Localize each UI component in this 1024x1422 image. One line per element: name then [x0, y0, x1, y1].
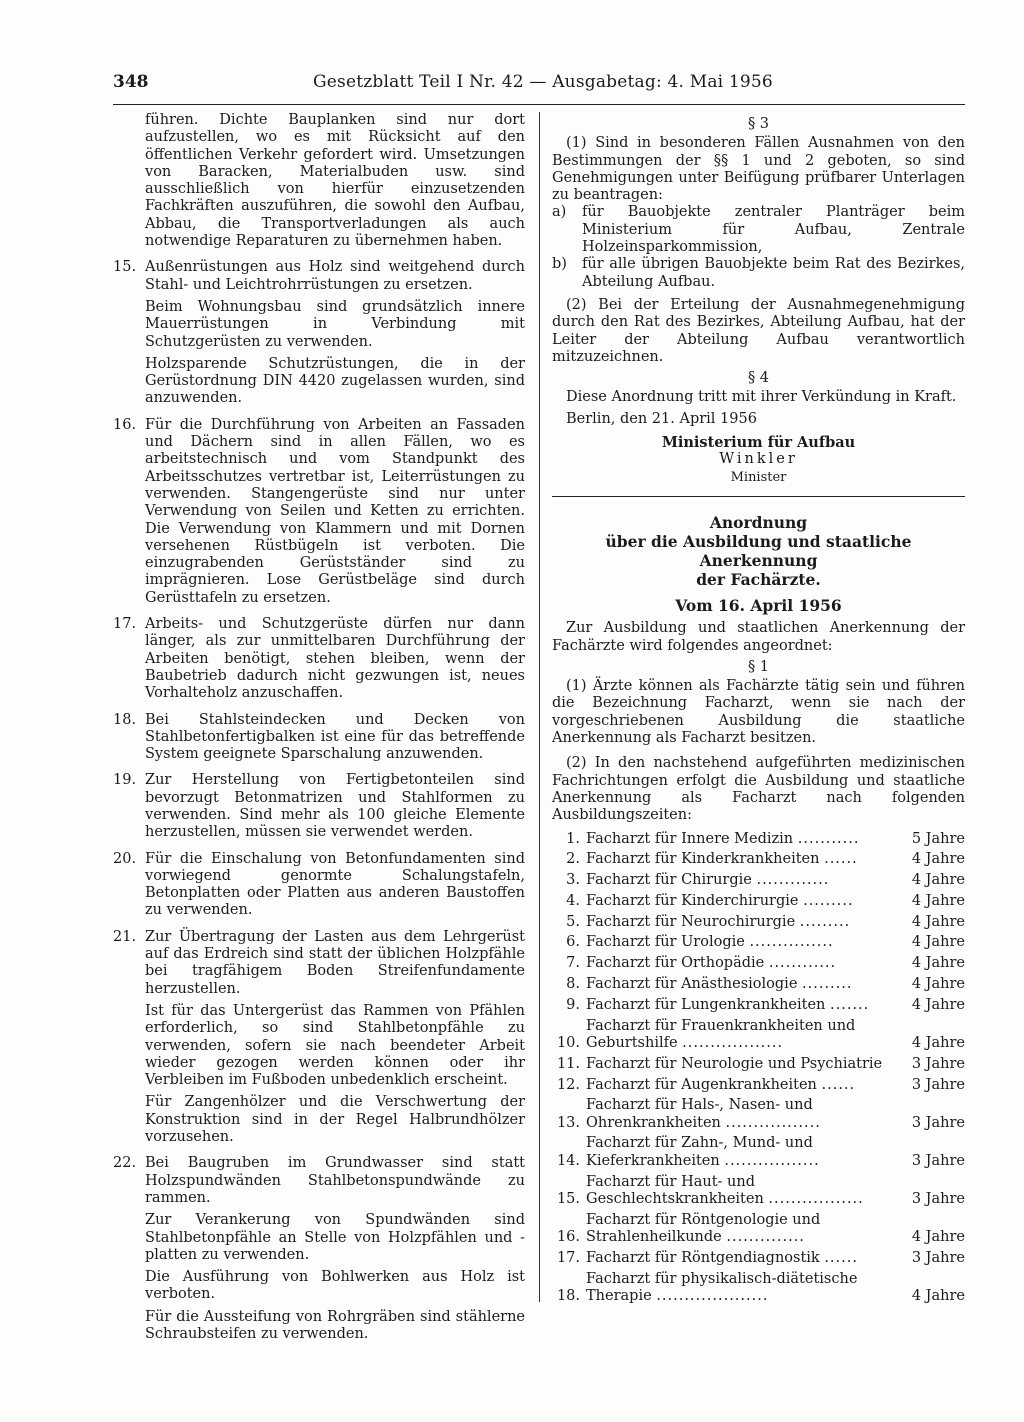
specialty-name: Facharzt für Kinderchirurgie — [586, 892, 799, 909]
specialty-row — [552, 1174, 965, 1209]
training-duration: 4 Jahre — [911, 872, 965, 889]
section-1-heading: § 1 — [747, 658, 770, 675]
specialty-name: Facharzt für Zahn-, Mund- und Kieferkrankheiten — [586, 1135, 813, 1169]
section-3-item-b — [552, 256, 965, 291]
running-title: Gesetzblatt Teil I Nr. 42 — Ausgabetag: 4. Mai 1956 — [313, 72, 773, 92]
training-duration: 4 Jahre — [911, 913, 965, 930]
section-4-text: Diese Anordnung tritt mit ihrer Verkündung in Kraft. — [566, 389, 957, 406]
specialty-name: Facharzt für Innere Medizin — [586, 830, 794, 847]
section-3-heading: § 3 — [747, 116, 770, 132]
training-duration: 4 Jahre — [911, 851, 965, 868]
ministry-name: Ministerium für Aufbau — [661, 434, 856, 452]
section-4-heading: § 4 — [747, 370, 770, 387]
specialty-name: Facharzt für Lungenkrankheiten — [586, 996, 826, 1013]
numbered-item — [113, 851, 525, 920]
leader-dots: ........... — [797, 830, 860, 847]
leader-dots: ............... — [749, 934, 834, 951]
specialty-name: Facharzt für Hals-, Nasen- und Ohrenkrankheiten — [586, 1097, 813, 1131]
section-3-item-a — [552, 204, 965, 256]
specialty-row — [552, 997, 965, 1014]
decree-title-line-3: der Fachärzte. — [696, 569, 821, 589]
leader-dots: ...... — [824, 1249, 858, 1266]
specialty-number: 16. — [556, 1228, 580, 1245]
item-paragraph: Ist für das Untergerüst das Rammen von Pfählen erforderlich, so sind Stahlbetonpfähle zu verwenden, sofern sie nach beendeter Arbeit wieder gezogen werden können oder ihr Verbleiben im Fußboden unbedenklich erscheint. — [145, 1002, 525, 1089]
item-text: für alle übrigen Bauobjekte beim Rat des Bezirkes, Abteilung Aufbau. — [582, 256, 965, 290]
decree-title-line-1: Anordnung — [709, 512, 808, 532]
specialty-number: 10. — [556, 1034, 580, 1051]
leader-dots: .................. — [682, 1034, 784, 1051]
leader-dots: ......... — [803, 892, 854, 909]
leader-dots: ............ — [768, 955, 837, 972]
leader-dots: ......... — [799, 913, 851, 930]
training-duration: 3 Jahre — [911, 1076, 965, 1093]
leader-dots: ................. — [768, 1190, 864, 1207]
item-paragraph: Bei Stahlsteindecken und Decken von Stahlbetonfertigbalken ist eine für das betreffende System geeignete Sparschalung anzuwenden. — [145, 711, 525, 763]
item-paragraph: Für Zangenhölzer und die Verschwertung der Konstruktion sind in der Regel Halbrundhölzer vorzusehen. — [145, 1094, 525, 1146]
specialty-number: 5. — [566, 913, 580, 930]
item-number: 17. — [113, 616, 137, 633]
item-paragraph: Zur Herstellung von Fertigbetonteilen sind bevorzugt Betonmatrizen und Stahlformen zu verwenden. Sind mehr als 100 gleiche Elemente herzustellen, müssen sie verwendet werden. — [145, 772, 525, 841]
item-number: 20. — [113, 850, 137, 867]
specialty-name: Facharzt für Neurologie und Psychiatrie — [586, 1055, 883, 1072]
specialty-number: 2. — [566, 851, 580, 868]
training-duration: 4 Jahre — [911, 996, 965, 1013]
leader-dots: ............. — [756, 872, 830, 889]
item-paragraph: Beim Wohnungsbau sind grundsätzlich innere Mauerrüstungen in Verbindung mit Schutzgerüsten zu verwenden. — [145, 298, 525, 350]
leader-dots: ...... — [824, 851, 858, 868]
specialty-number: 4. — [566, 892, 580, 909]
item-paragraph: Zur Übertragung der Lasten aus dem Lehrgerüst auf das Erdreich sind statt der üblichen Holzpfähle bei tragfähigem Boden Streifenfundamente herzustellen. — [145, 928, 525, 997]
item-paragraph: Arbeits- und Schutzgerüste dürfen nur dann länger, als zur unmittelbaren Durchführung der Arbeiten benötigt, stehen bleiben, wenn der Baubetrieb dadurch nicht gezwungen ist, neues Vorhalteholz anzuschaffen. — [145, 616, 525, 702]
specialty-row — [552, 893, 965, 910]
specialty-name: Facharzt für physikalisch-diätetische Therapie — [586, 1270, 858, 1304]
specialty-row — [552, 1018, 965, 1053]
section-1-para-1: (1) Ärzte können als Fachärzte tätig sein und führen die Bezeichnung Facharzt, wenn sie nach der vorgeschriebenen Ausbildung die staatliche Anerkennung als Facharzt besitzen. — [552, 678, 965, 747]
page-header — [113, 72, 963, 100]
specialty-name: Facharzt für Chirurgie — [586, 872, 752, 889]
decree-title-line-2: über die Ausbildung und staatliche Anerkennung — [605, 531, 912, 570]
training-duration: 3 Jahre — [911, 1249, 965, 1266]
training-duration: 4 Jahre — [911, 976, 965, 993]
specialty-row — [552, 1056, 965, 1073]
decree-date: Vom 16. April 1956 — [675, 595, 842, 615]
page-number: 348 — [113, 72, 149, 92]
numbered-item — [113, 616, 525, 702]
item-paragraph: Für die Einschalung von Betonfundamenten sind vorwiegend genormte Schalungstafeln, Betonplatten oder Platten aus anderen Baustoffen zu verwenden. — [145, 850, 525, 919]
specialty-number: 15. — [556, 1190, 580, 1207]
decree-intro: Zur Ausbildung und staatlichen Anerkennung der Fachärzte wird folgendes angeordnet: — [552, 620, 965, 654]
specialty-name: Facharzt für Neurochirurgie — [586, 913, 796, 930]
leader-dots: .................... — [656, 1287, 769, 1304]
specialty-row — [552, 1077, 965, 1094]
specialty-row — [552, 976, 965, 993]
specialty-row — [552, 831, 965, 848]
specialty-number: 13. — [556, 1114, 580, 1131]
training-duration: 4 Jahre — [911, 1228, 965, 1245]
numbered-item — [113, 929, 525, 1147]
leader-dots: .............. — [726, 1228, 805, 1245]
specialty-row — [552, 851, 965, 868]
item-paragraph: Zur Verankerung von Spundwänden sind Stahlbetonpfähle an Stelle von Holzpfählen und -platten zu verwenden. — [145, 1212, 525, 1263]
specialty-row — [552, 1212, 965, 1247]
intro-text: führen. Dichte Bauplanken sind nur dort aufzustellen, wo es mit Rücksicht auf den öffentlichen Verkehr gefordert wird. Umsetzungen von Baracken, Materialbuden usw. sind ausschließlich von hierfür einzusetzenden Fachkräften auszuführen, die sowohl den Aufbau, Abbau, die Transportverladungen als auch notwendige Reparaturen zu übernehmen haben. — [145, 112, 525, 250]
training-duration: 4 Jahre — [911, 1034, 965, 1051]
training-duration: 4 Jahre — [911, 955, 965, 972]
specialty-number: 14. — [556, 1152, 580, 1169]
item-number: 19. — [113, 772, 137, 789]
signatory-name: Winkler — [719, 451, 798, 468]
specialty-number: 1. — [566, 830, 580, 847]
specialty-name: Facharzt für Röntgenologie und Strahlenheilkunde — [586, 1211, 821, 1245]
training-duration: 4 Jahre — [911, 934, 965, 951]
specialty-number: 11. — [556, 1055, 580, 1072]
specialty-number: 7. — [566, 955, 580, 972]
item-number: 15. — [113, 259, 137, 276]
training-duration: 3 Jahre — [911, 1190, 965, 1207]
item-number: 18. — [113, 711, 137, 728]
specialties-list — [552, 831, 965, 1306]
specialty-number: 12. — [556, 1076, 580, 1093]
item-paragraph: Für die Aussteifung von Rohrgräben sind stählerne Schraubsteifen zu verwenden. — [145, 1308, 525, 1342]
specialty-name: Facharzt für Augenkrankheiten — [586, 1076, 817, 1093]
specialty-name: Facharzt für Kinderkrankheiten — [586, 851, 820, 868]
specialty-name: Facharzt für Haut- und Geschlechtskrankheiten — [586, 1173, 764, 1207]
item-label: b) — [552, 256, 567, 273]
signatory-title: Minister — [730, 469, 787, 485]
place-date: Berlin, den 21. April 1956 — [566, 410, 757, 427]
specialty-row — [552, 872, 965, 889]
item-paragraph: Bei Baugruben im Grundwasser sind statt Holzspundwänden Stahlbetonspundwände zu rammen. — [145, 1155, 525, 1206]
specialty-number: 8. — [566, 976, 580, 993]
item-number: 21. — [113, 928, 137, 945]
training-duration: 5 Jahre — [911, 830, 965, 847]
item-paragraph: Außenrüstungen aus Holz sind weitgehend durch Stahl- und Leichtrohrrüstungen zu ersetzen. — [145, 259, 525, 293]
item-text: für Bauobjekte zentraler Planträger beim Ministerium für Aufbau, Zentrale Holzeinsparkommission, — [582, 204, 965, 256]
specialty-number: 18. — [556, 1287, 580, 1304]
specialty-name: Facharzt für Urologie — [586, 934, 745, 951]
specialty-row — [552, 1250, 965, 1267]
numbered-item — [113, 259, 525, 407]
specialty-row — [552, 955, 965, 972]
specialty-row — [552, 1271, 965, 1306]
specialty-row — [552, 1097, 965, 1132]
section-3-para-2: (2) Bei der Erteilung der Ausnahmegenehmigung durch den Rat des Bezirkes, Abteilung Aufbau, hat der Leiter der Abteilung Aufbau verantwortlich mitzuzeichnen. — [552, 296, 965, 365]
header-rule — [113, 104, 965, 105]
leader-dots: ....... — [830, 996, 870, 1013]
training-duration: 3 Jahre — [911, 1114, 965, 1131]
item-paragraph: Die Ausführung von Bohlwerken aus Holz ist verboten. — [145, 1269, 525, 1303]
section-divider — [552, 496, 965, 497]
numbered-item — [113, 712, 525, 764]
training-duration: 4 Jahre — [911, 1287, 965, 1304]
item-paragraph: Für die Durchführung von Arbeiten an Fassaden und Dächern sind in allen Fällen, wo es arbeitstechnisch und vom Standpunkt des Arbeitsschutzes vertretbar ist, Leiterrüstungen zu verwenden. Stangengerüste sind nur unter Verwendung von Seilen und Ketten zu errichten. Die Verwendung von Klammern und mit Dornen versehenen Rüstbügeln ist verboten. Die einzugrabenden Gerüstständer sind zu imprägnieren. Lose Gerüstbeläge sind durch Gerüsttafeln zu ersetzen. — [145, 416, 525, 606]
column-divider — [539, 112, 540, 1302]
specialty-row — [552, 1135, 965, 1170]
leader-dots: ...... — [821, 1076, 856, 1093]
specialty-row — [552, 934, 965, 951]
item-number: 16. — [113, 416, 137, 433]
right-column — [552, 112, 965, 1309]
specialty-name: Facharzt für Anästhesiologie — [586, 976, 798, 993]
item-paragraph: Holzsparende Schutzrüstungen, die in der Gerüstordnung DIN 4420 zugelassen wurden, sind anzuwenden. — [145, 355, 525, 407]
specialty-row — [552, 914, 965, 931]
left-column — [113, 112, 525, 1352]
specialty-number: 17. — [556, 1249, 580, 1266]
numbered-item — [113, 1155, 525, 1343]
specialty-number: 6. — [566, 934, 580, 951]
training-duration: 4 Jahre — [911, 892, 965, 909]
training-duration: 3 Jahre — [911, 1055, 965, 1072]
numbered-items — [113, 259, 525, 1343]
continuation-paragraph — [113, 112, 525, 250]
leader-dots: ................. — [725, 1114, 821, 1131]
numbered-item — [113, 417, 525, 607]
specialty-number: 3. — [566, 872, 580, 889]
leader-dots: ......... — [802, 976, 853, 993]
numbered-item — [113, 772, 525, 841]
leader-dots: ................. — [724, 1152, 820, 1169]
training-duration: 3 Jahre — [911, 1152, 965, 1169]
item-label: a) — [552, 204, 567, 221]
section-3-para-1: (1) Sind in besonderen Fällen Ausnahmen von den Bestimmungen der §§ 1 und 2 geboten, so sind Genehmigungen unter Beifügung prüfbarer Unterlagen zu beantragen: — [552, 135, 965, 204]
section-1-para-2: (2) In den nachstehend aufgeführten medizinischen Fachrichtungen erfolgt die Ausbildung und staatliche Anerkennung als Facharzt nach folgenden Ausbildungszeiten: — [552, 755, 965, 824]
specialty-number: 9. — [566, 996, 580, 1013]
specialty-name: Facharzt für Frauenkrankheiten und Geburtshilfe — [586, 1017, 856, 1051]
specialty-name: Facharzt für Orthopädie — [586, 955, 765, 972]
specialty-name: Facharzt für Röntgendiagnostik — [586, 1249, 820, 1266]
item-number: 22. — [113, 1155, 137, 1172]
